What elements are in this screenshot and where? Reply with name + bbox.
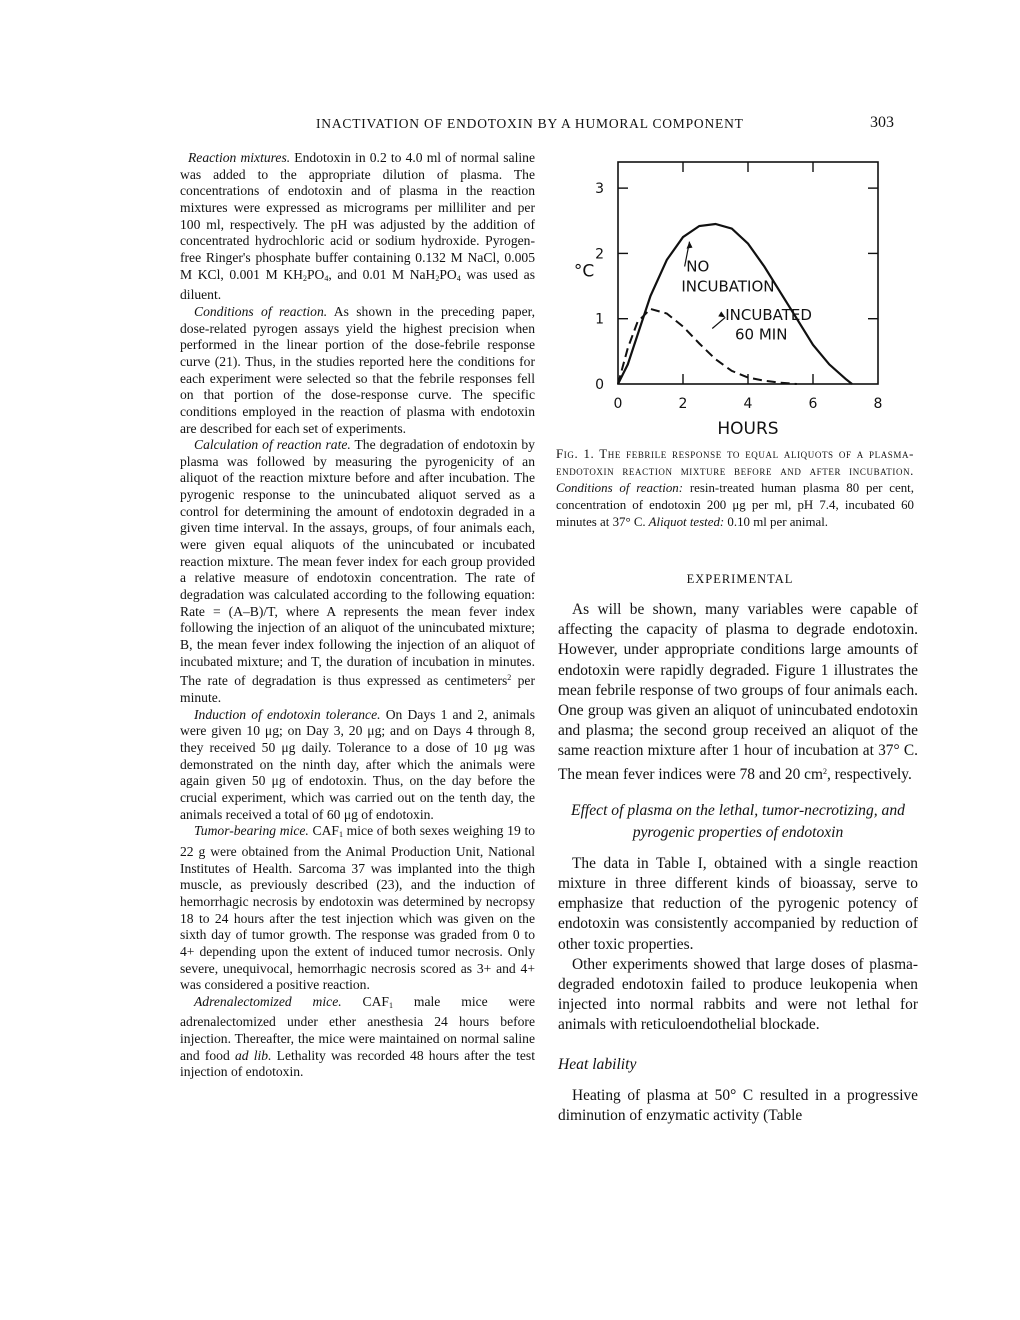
series-label-incubated-line2: 60 MIN bbox=[735, 325, 788, 344]
figure-1 bbox=[550, 152, 920, 442]
series-label-no-incubation-line2: INCUBATION bbox=[681, 277, 775, 296]
subheading-effect-of-plasma: Effect of plasma on the lethal, tumor-necrotizing, and pyrogenic properties of endotoxin bbox=[571, 801, 905, 841]
paragraph-table-data: The data in Table I, obtained with a single reaction mixture in three different kinds of bioassay, serve to emphasize that reduction of the pyrogenic potency of endotoxin was consistently accompanied by reduction of other toxic properties. bbox=[558, 854, 918, 953]
paragraph-text: per minute. bbox=[180, 673, 535, 705]
figure-caption bbox=[556, 446, 914, 531]
y-tick-label: 3 bbox=[595, 181, 604, 198]
y-tick-label: 1 bbox=[595, 311, 604, 328]
y-tick-label: 0 bbox=[595, 377, 604, 393]
subscript: 4 bbox=[456, 273, 461, 283]
x-tick-label: 0 bbox=[613, 396, 623, 412]
italic-term: ad lib. bbox=[234, 1047, 272, 1063]
caption-title: The febrile response to equal aliquots of a plasma-endotoxin reaction mixture before and after incubation. bbox=[556, 447, 914, 478]
superscript: 2 bbox=[822, 766, 827, 776]
series-label-no-incubation: NO bbox=[686, 257, 710, 276]
paragraph-text: PO bbox=[439, 266, 457, 282]
run-in-heading: Reaction mixtures. bbox=[188, 150, 291, 165]
subscript: 4 bbox=[324, 273, 329, 283]
subscript: 1 bbox=[389, 1000, 393, 1010]
run-in-heading: Adrenalectomized mice. bbox=[194, 993, 342, 1009]
subscript: 2 bbox=[302, 273, 307, 283]
paragraph-text: On Days 1 and 2, animals were given 10 μg; on Day 3, 20 μg; and on Days 4 through 8, they received 50 μg daily. Tolerance to a dose of 10 μg was demonstrated on the ninth day, after which the animals were again given 50 μg of endotoxin. Thus, on the day before the crucial experiment, which was carried out on the tenth day, the animals received a total of 60 μg of endotoxin. bbox=[180, 706, 535, 822]
paragraph-experimental bbox=[558, 600, 918, 785]
x-tick-label: 6 bbox=[808, 396, 818, 412]
paragraph-heating: Heating of plasma at 50° C resulted in a progressive diminution of enzymatic activity (Table bbox=[558, 1086, 918, 1124]
section-heading-experimental: EXPERIMENTAL bbox=[686, 572, 794, 586]
superscript: 2 bbox=[507, 673, 512, 683]
series-no-incubation-line bbox=[618, 224, 852, 384]
paragraph-text: Lethality was recorded 48 hours after the test injection of endotoxin. bbox=[180, 1047, 535, 1080]
x-axis-label: HOURS bbox=[717, 419, 779, 439]
subscript: 2 bbox=[435, 273, 440, 283]
run-in-heading: Conditions of reaction. bbox=[194, 303, 328, 319]
x-tick-label: 4 bbox=[743, 396, 753, 412]
subheading-heat-lability: Heat lability bbox=[558, 1055, 637, 1073]
paragraph-adrenalectomized bbox=[180, 994, 535, 1081]
paragraph-text: The degradation of endotoxin by plasma was followed by measuring the pyrogenicity of an aliquot of the reaction mixture before and after incubation. The pyrogenic response to the unincubated aliquot served as a control for determining the amount of endotoxin degraded in a given time interval. In the assays, groups, of four animals each, were given equal aliquots of the unincubated or incubated reaction mixture. The mean fever index for each group provided a relative measure of endotoxin concentration. The rate of degradation was calculated according to the following equation: Rate = (A–B)/T, where A represents the mean fever index following the injection of an aliquot of the unincubated mixture; B, the mean fever index following the injection of an aliquot of incubated mixture; and T, the duration of incubation in minutes. The rate of degradation is thus expressed as centimeters bbox=[180, 437, 535, 689]
caption-aliquot-label: Aliquot tested: bbox=[645, 515, 725, 529]
paragraph-text: As shown in the preceding paper, dose-related pyrogen assays yield the highest precision when performed in the linear portion of the dose-febrile response curve (21). Thus, in the studies reported here the conditions for each experiment were selected so that the febrile responses fell on that portion of the dose-response curve. The specific conditions employed in the reaction of plasma with endotoxin are described for each set of experiments. bbox=[180, 303, 535, 436]
caption-conditions-label: Conditions of reaction: bbox=[556, 481, 684, 495]
run-in-heading: Tumor-bearing mice. bbox=[194, 823, 309, 839]
y-tick-label: 2 bbox=[595, 246, 604, 263]
run-in-heading: Calculation of reaction rate. bbox=[194, 437, 351, 453]
paragraph-calculation bbox=[180, 437, 535, 707]
paragraph-text: CAF bbox=[308, 823, 339, 839]
plot-frame bbox=[618, 162, 878, 384]
left-column bbox=[180, 150, 535, 1081]
paragraph-text: As will be shown, many variables were capable of affecting the capacity of plasma to degrade endotoxin. However, under appropriate conditions large amounts of endotoxin were rapidly degraded. Figure 1 illustrates the mean febrile response of two groups of four animals each. One group was given an aliquot of unincubated endotoxin and plasma; the second group received an aliquot of the same reaction mixture after 1 hour of incubation at 37° C. The mean fever indices were 78 and 20 cm bbox=[558, 601, 918, 783]
paragraph-text: , and 0.01 M NaH bbox=[328, 266, 436, 282]
subscript: 1 bbox=[338, 830, 343, 840]
caption-conditions: resin-treated human plasma 80 per cent, concentration of endotoxin 200 μg per ml, pH 7.4, incubated 60 minutes at 37° C. bbox=[556, 481, 914, 529]
paragraph-tumor-mice bbox=[180, 823, 535, 994]
caption-aliquot: 0.10 ml per animal. bbox=[724, 515, 829, 529]
run-in-heading: Induction of endotoxin tolerance. bbox=[194, 706, 381, 722]
x-tick-label: 2 bbox=[678, 396, 688, 412]
paragraph-reaction-mixtures bbox=[180, 150, 535, 304]
arrowhead bbox=[718, 311, 725, 317]
paragraph-conditions bbox=[180, 304, 535, 437]
paragraph-text: was used as diluent. bbox=[180, 266, 536, 303]
label-arrow bbox=[712, 317, 725, 328]
paragraph-tolerance bbox=[180, 707, 535, 824]
febrile-response-chart bbox=[550, 152, 920, 442]
y-axis-label: °C bbox=[573, 261, 595, 282]
paragraph-text: Endotoxin in 0.2 to 4.0 ml of normal saline was added to the appropriate dilution of plasma. The concentrations of endotoxin and of plasma in the reaction mixtures were expressed as micrograms per milliliter and per 100 ml, respectively. The pH was adjusted by the addition of concentrated hydrochloric acid or sodium hydroxide. Pyrogen-free Ringer's phosphate buffer containing 0.132 M NaCl, 0.005 M KCl, 0.001 M KH bbox=[180, 150, 535, 282]
series-label-incubated: INCUBATED bbox=[725, 306, 812, 325]
paragraph-text: PO bbox=[306, 266, 325, 282]
paragraph-text: male mice were adrenalectomized under ether anesthesia 24 hours before injection. Thereafter, the mice were maintained on normal saline and food bbox=[180, 993, 535, 1063]
paragraph-text: , respectively. bbox=[826, 765, 912, 783]
caption-label: Fig. 1. bbox=[556, 447, 595, 461]
paragraph-other-experiments: Other experiments showed that large doses of plasma-degraded endotoxin failed to produce leukopenia when injected into normal rabbits and were not lethal for animals with reticuloendothelial blockade. bbox=[558, 955, 918, 1034]
right-column-body bbox=[558, 600, 918, 1126]
page-number: 303 bbox=[870, 114, 894, 131]
paragraph-text: CAF bbox=[341, 993, 389, 1009]
x-tick-label: 8 bbox=[873, 396, 883, 412]
arrowhead bbox=[687, 242, 693, 249]
running-title: INACTIVATION OF ENDOTOXIN BY A HUMORAL COMPONENT bbox=[316, 116, 744, 131]
paragraph-text: mice of both sexes weighing 19 to 22 g were obtained from the Animal Production Unit, National Institutes of Health. Sarcoma 37 was implanted into the thigh muscle, as previously described (23), and the induction of hemorrhagic necrosis by endotoxin was determined by necropsy 18 to 24 hours after the test injection which was given on the sixth day of tumor growth. The response was graded from 0 to 4+ depending upon the extent of induced tumor necrosis. Only severe, unequivocal, hemorrhagic necrosis scored as 3+ and 4+ was considered a positive reaction. bbox=[180, 823, 536, 993]
